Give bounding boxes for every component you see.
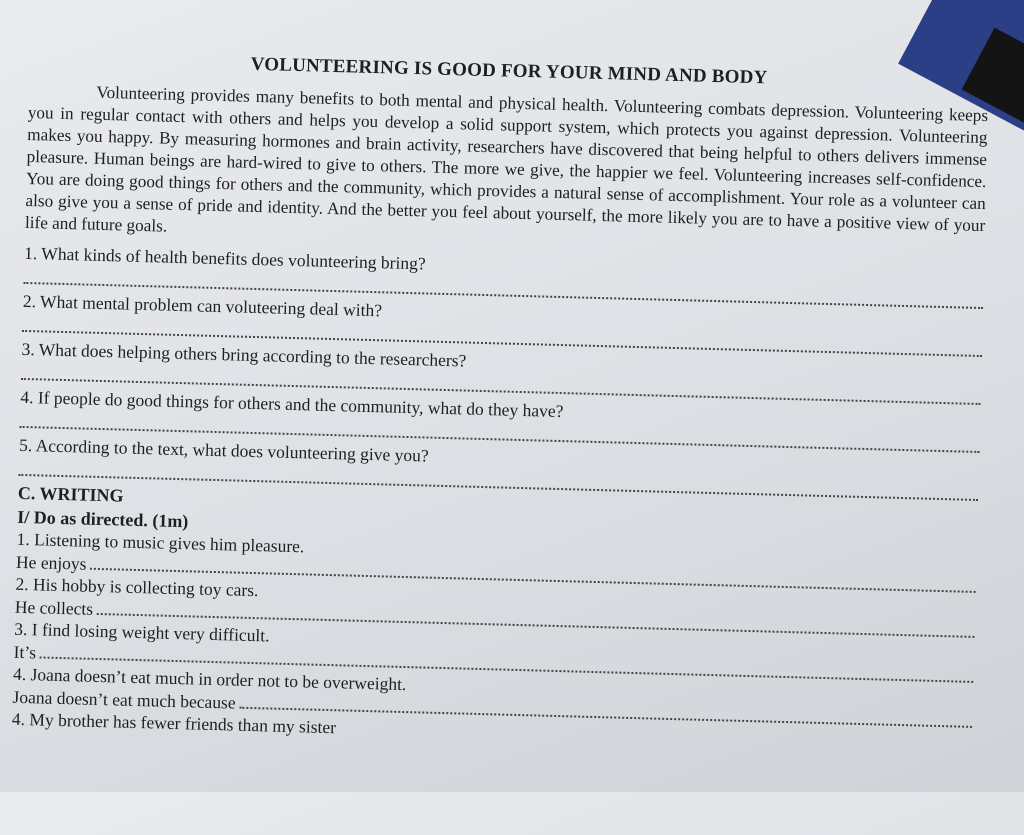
writing-prompt-3: 3. I find losing weight very difficult. [14, 618, 270, 646]
writing-lead-3: It’s [13, 641, 37, 663]
writing-lead-1: He enjoys [15, 551, 87, 574]
writing-heading: C. WRITING [17, 482, 124, 506]
question-5: 5. According to the text, what does volunteering give you? [18, 434, 429, 466]
writing-prompt-2: 2. His hobby is collecting toy cars. [15, 573, 259, 601]
writing-prompt-4: 4. Joana doesn’t eat much in order not to be overweight. [12, 663, 407, 695]
reading-passage: Volunteering provides many benefits to both mental and physical health. Volunteering combats depression. Volunteering keeps you in regular contact with others and helps you develop a solid support system, which protects you against depression. Volunteering makes you happy. By measuring hormones and brain activity, researchers have discovered that being helpful to others delivers immense pleasure. Human beings are hard-wired to give to others. The more we give, the happier we feel. Volunteering increases self-confidence. You are doing good things for others and the community, which provides a natural sense of accomplishment. Your role as a volunteer can also give you a sense of pride and identity. And the better you feel about yourself, the more likely you are to have a positive view of your life and future goals. [24, 82, 989, 236]
question-1: 1. What kinds of health benefits does volunteering bring? [23, 242, 426, 274]
question-4: 4. If people do good things for others and the community, what do they have? [20, 386, 564, 422]
passage-title: VOLUNTEERING IS GOOD FOR YOUR MIND AND BODY [250, 53, 768, 89]
writing-lead-2: He collects [14, 596, 94, 619]
question-3: 3. What does helping others bring according to the researchers? [21, 338, 467, 371]
question-2: 2. What mental problem can voluteering deal with? [22, 290, 383, 321]
worksheet-page [10, 30, 990, 835]
writing-prompt-5: 4. My brother has fewer friends than my sister [11, 708, 337, 738]
writing-lead-4: Joana doesn’t eat much because [12, 686, 236, 713]
writing-prompt-1: 1. Listening to music gives him pleasure. [16, 528, 305, 557]
writing-subheading: I/ Do as directed. (1m) [16, 506, 189, 532]
